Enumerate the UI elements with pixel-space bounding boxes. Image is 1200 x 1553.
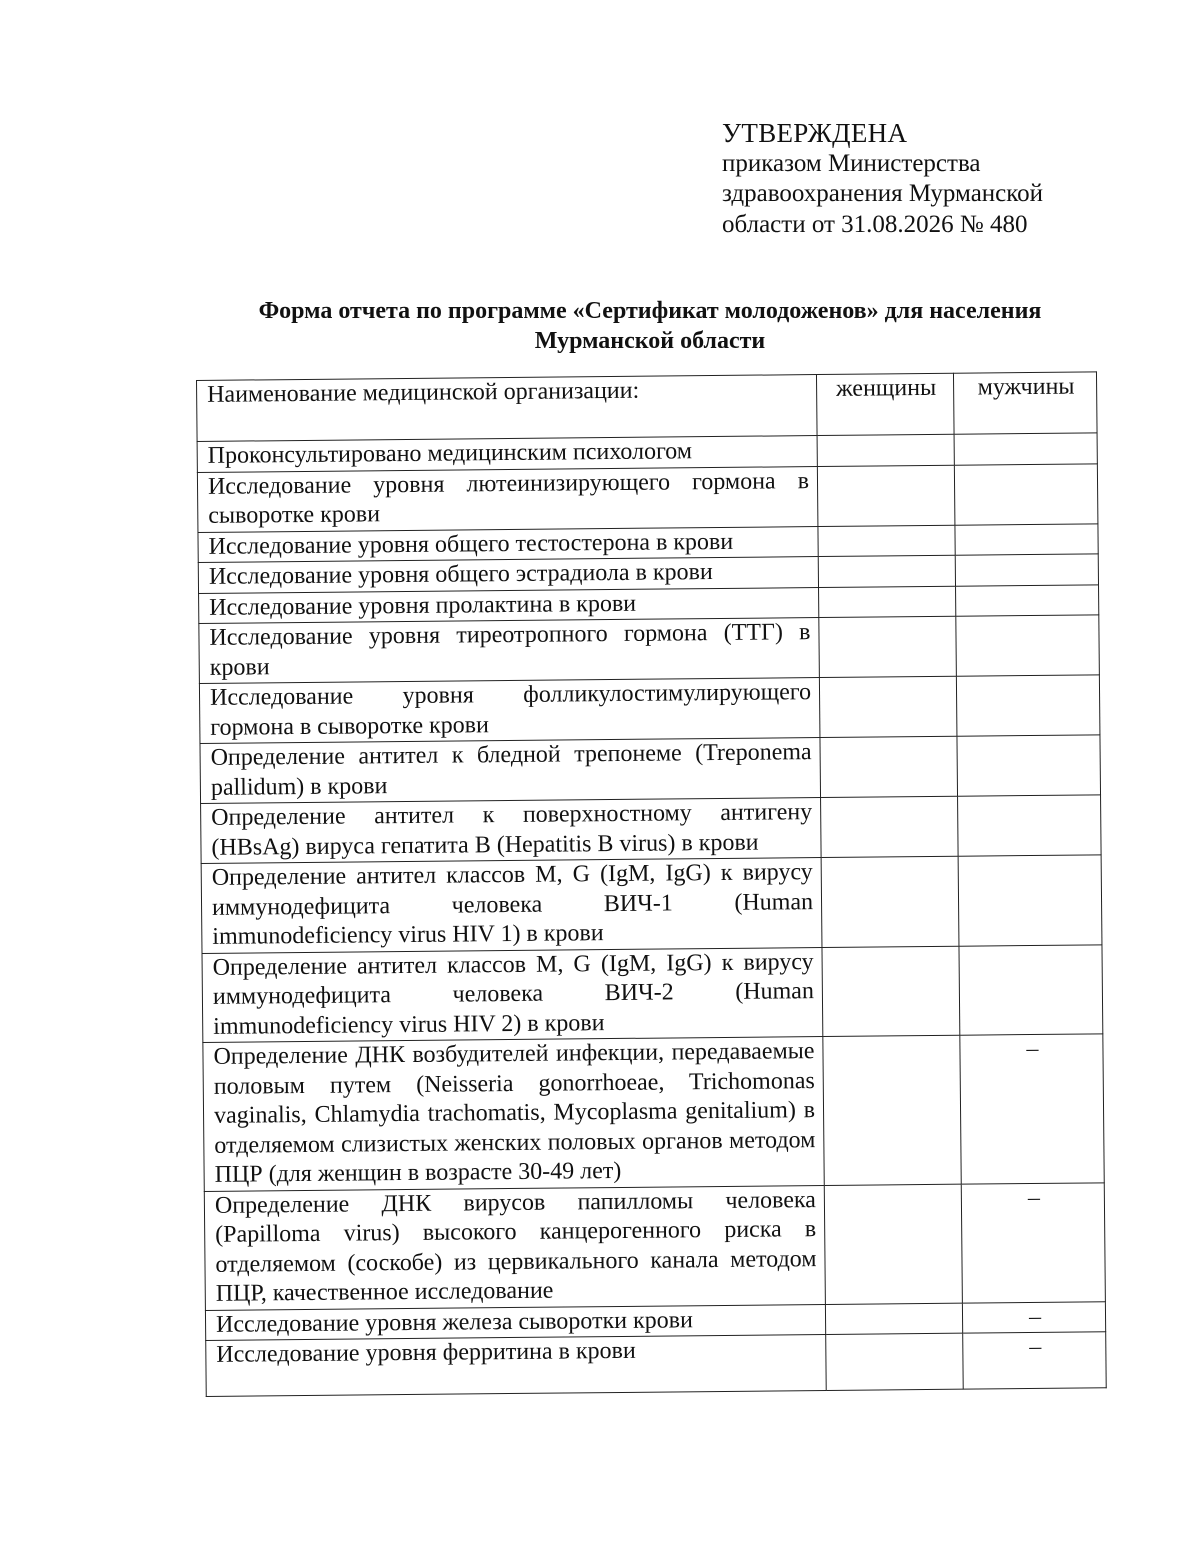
approval-heading: УТВЕРЖДЕНА — [722, 118, 908, 148]
service-cell: Определение антител к поверхностному антигену (HBsAg) вируса гепатита B (Hepatitis B virus) в крови — [201, 798, 822, 864]
men-cell: – — [961, 1182, 1105, 1302]
table-row — [199, 615, 1100, 684]
men-cell: – — [960, 1034, 1104, 1184]
men-cell — [954, 463, 1098, 524]
women-cell — [819, 676, 957, 737]
women-cell — [818, 555, 955, 587]
men-cell — [956, 675, 1100, 736]
women-cell — [823, 1035, 961, 1185]
women-cell — [819, 586, 956, 618]
header-organization-name: Наименование медицинской организации: — [197, 375, 818, 442]
table-row — [201, 795, 1102, 864]
service-cell: Исследование уровня лютеинизирующего гормона в сыворотке крови — [197, 466, 818, 532]
service-cell: Исследование уровня пролактина в крови — [199, 587, 819, 623]
service-cell: Исследование уровня железа сыворотки крови — [205, 1304, 825, 1340]
approval-line: приказом Министерства — [722, 149, 981, 177]
table-header-row — [197, 372, 1098, 442]
men-cell — [956, 584, 1099, 616]
women-cell — [820, 736, 958, 797]
service-cell: Исследование уровня тиреотропного гормона (ТТГ) в крови — [199, 618, 820, 684]
table-row — [201, 855, 1102, 953]
women-cell — [819, 616, 957, 677]
service-cell: Исследование уровня общего эстрадиола в крови — [198, 557, 818, 593]
table-row — [200, 735, 1101, 804]
men-cell — [957, 735, 1101, 796]
women-cell — [818, 525, 955, 557]
table-row — [197, 463, 1098, 532]
service-cell: Определение ДНК возбудителей инфекции, передаваемые половым путем (Neisseria gonorrhoeae, Trichomonas vaginalis, Chlamydia trachomatis, Mycoplasma genitalium) в отделяемом слизистых женских половых органов методом ПЦР (для женщин в возрасте 30-49 лет) — [203, 1037, 824, 1191]
table-row — [199, 675, 1100, 744]
table-row — [204, 1182, 1105, 1310]
service-cell: Определение ДНК вирусов папилломы человека (Papilloma virus) высокого канцерогенного риска в отделяемом (соскобе) из цервикального канала методом ПЦР, качественное исследование — [204, 1185, 825, 1310]
approval-line: области от 31.08.2026 № 480 — [722, 210, 1028, 238]
men-cell — [959, 944, 1103, 1035]
header-men: мужчины — [953, 372, 1097, 434]
men-cell — [958, 795, 1102, 856]
service-cell: Исследование уровня ферритина в крови — [206, 1334, 827, 1396]
service-cell: Исследование уровня фолликулостимулирующего гормона в сыворотке крови — [199, 678, 820, 744]
service-cell: Определение антител к бледной трепонеме (Treponema pallidum) в крови — [200, 738, 821, 804]
men-cell — [955, 523, 1098, 555]
men-cell: – — [962, 1301, 1105, 1333]
women-cell — [821, 796, 959, 857]
men-cell — [954, 433, 1097, 465]
women-cell — [824, 1184, 962, 1304]
women-cell — [822, 946, 960, 1037]
women-cell — [821, 856, 959, 947]
header-women: женщины — [816, 373, 954, 435]
service-cell: Проконсультировано медицинским психологом — [197, 436, 817, 472]
service-cell: Определение антител классов M, G (IgM, IgG) к вирусу иммунодефицита человека ВИЧ-1 (Human immunodeficiency virus HIV 1) в крови — [201, 858, 822, 953]
document-title — [200, 296, 1100, 356]
men-cell — [955, 554, 1098, 586]
document-title-line: Форма отчета по программе «Сертификат молодоженов» для населения — [258, 298, 1042, 324]
approval-line: здравоохранения Мурманской — [722, 180, 1044, 207]
document-title-line: Мурманской области — [534, 328, 766, 354]
table-row — [203, 1034, 1104, 1191]
table-row — [202, 944, 1103, 1042]
women-cell — [817, 434, 954, 466]
men-cell — [956, 615, 1100, 676]
service-cell: Исследование уровня общего тестостерона в крови — [198, 526, 818, 562]
report-table — [196, 371, 1107, 1397]
men-cell — [958, 855, 1102, 946]
women-cell — [825, 1303, 962, 1335]
women-cell — [826, 1333, 964, 1390]
men-cell: – — [963, 1332, 1107, 1389]
women-cell — [817, 465, 955, 526]
service-cell: Определение антител классов M, G (IgM, IgG) к вирусу иммунодефицита человека ВИЧ-2 (Human immunodeficiency virus HIV 2) в крови — [202, 947, 823, 1042]
table-row — [206, 1332, 1106, 1397]
approval-stamp — [722, 118, 1043, 240]
